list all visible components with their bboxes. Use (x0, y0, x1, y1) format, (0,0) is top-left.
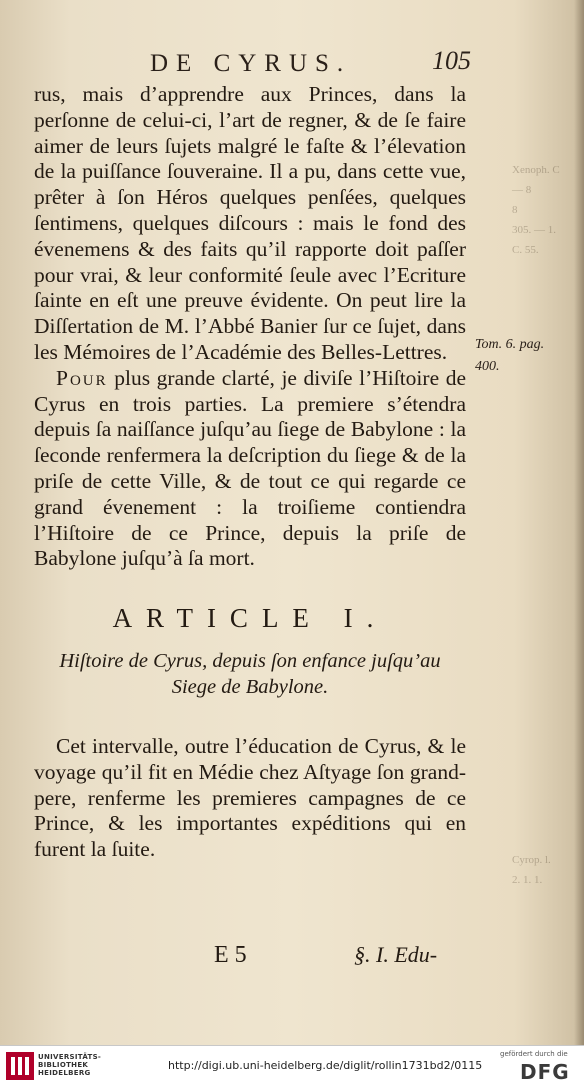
article-subtitle: Hiſtoire de Cyrus, depuis ſon enfance juſqu’au Siege de Babylone. (59, 649, 441, 698)
margin-note-line-2: 400. (475, 359, 500, 374)
bleed-line: Cyrop. l. (512, 854, 551, 866)
university-library-logo-icon (6, 1052, 34, 1080)
paragraph-1: rus, mais d’apprendre aux Princes, dans la perſonne de celui-ci, l’art de regner, & de ſe faire aimer de leurs ſujets malgré le faſte & l’élevation de la puiſſance ſouveraine. Il a pu, dans cette vue, prêter à ſon Héros quelques penſées, quelques ſentimens, quelques diſcours : mais le fond des évenemens & des faits qu’il rapporte doit paſſer pour vrai, & leur conformité ſeule avec l’Ecriture ſainte en eſt une preuve évidente. On peut lire la Diſſertation de M. l’Abbé Banier ſur ce ſujet, dans les Mémoires de l’Académie des Belles-Lettres. (34, 82, 466, 364)
bleed-line: 2. 1. 1. (512, 874, 543, 886)
bleed-line: Xenoph. C (512, 164, 560, 176)
permalink-url[interactable]: http://digi.ub.uni-heidelberg.de/diglit/rollin1731bd2/0115 (168, 1059, 483, 1072)
paragraph-2-lead: Pour (56, 365, 108, 390)
catchword: §. I. Edu- (354, 942, 438, 967)
paragraph-2-text: plus grande clarté, je diviſe l’Hiſtoire de Cyrus en trois parties. La premiere s’étendra depuis ſa naiſſance juſqu’au ſiege de Babylone : la ſeconde renfermera la deſcription du ſiege & de la priſe de cette Ville, & de tout ce qui regarde ce grand évenement : la troiſieme contiendra l’Hiſtoire de ce Prince, depuis la priſe de Babylone juſqu’à ſa mort. (34, 365, 466, 571)
bleed-line: C. 55. (512, 244, 539, 256)
margin-note-line-1: Tom. 6. pag. (475, 337, 545, 352)
institution-name (38, 1053, 101, 1077)
page-header (0, 46, 584, 86)
paragraph-2 (34, 366, 466, 572)
institution-line: BIBLIOTHEK (38, 1061, 89, 1069)
margin-note (475, 334, 575, 378)
viewer-footer-bar (0, 1045, 584, 1086)
dfg-logo: DFG (520, 1060, 570, 1084)
institution-line: UNIVERSITÄTS- (38, 1053, 102, 1061)
page-body (34, 82, 466, 863)
bleed-line: — 8 (512, 184, 532, 196)
bleed-line: 8 (512, 204, 518, 216)
bleed-through-upper (512, 160, 584, 260)
institution-line: HEIDELBERG (38, 1069, 91, 1077)
bleed-line: 305. — 1. (512, 224, 556, 236)
funder-caption: gefördert durch die (500, 1050, 568, 1058)
article-heading: ARTICLE I. (112, 603, 388, 634)
running-title: DE CYRUS. (150, 50, 352, 77)
signature-mark: E 5 (214, 942, 247, 968)
page-number: 105 (432, 46, 471, 75)
bleed-through-lower (512, 850, 584, 890)
paragraph-3: Cet intervalle, outre l’éducation de Cyrus, & le voyage qu’il fit en Médie chez Aſtyage ſon grand-pere, renferme les premieres campagnes de ce Prince, & les importantes expéditions qui en furent la ſuite. (34, 733, 466, 862)
